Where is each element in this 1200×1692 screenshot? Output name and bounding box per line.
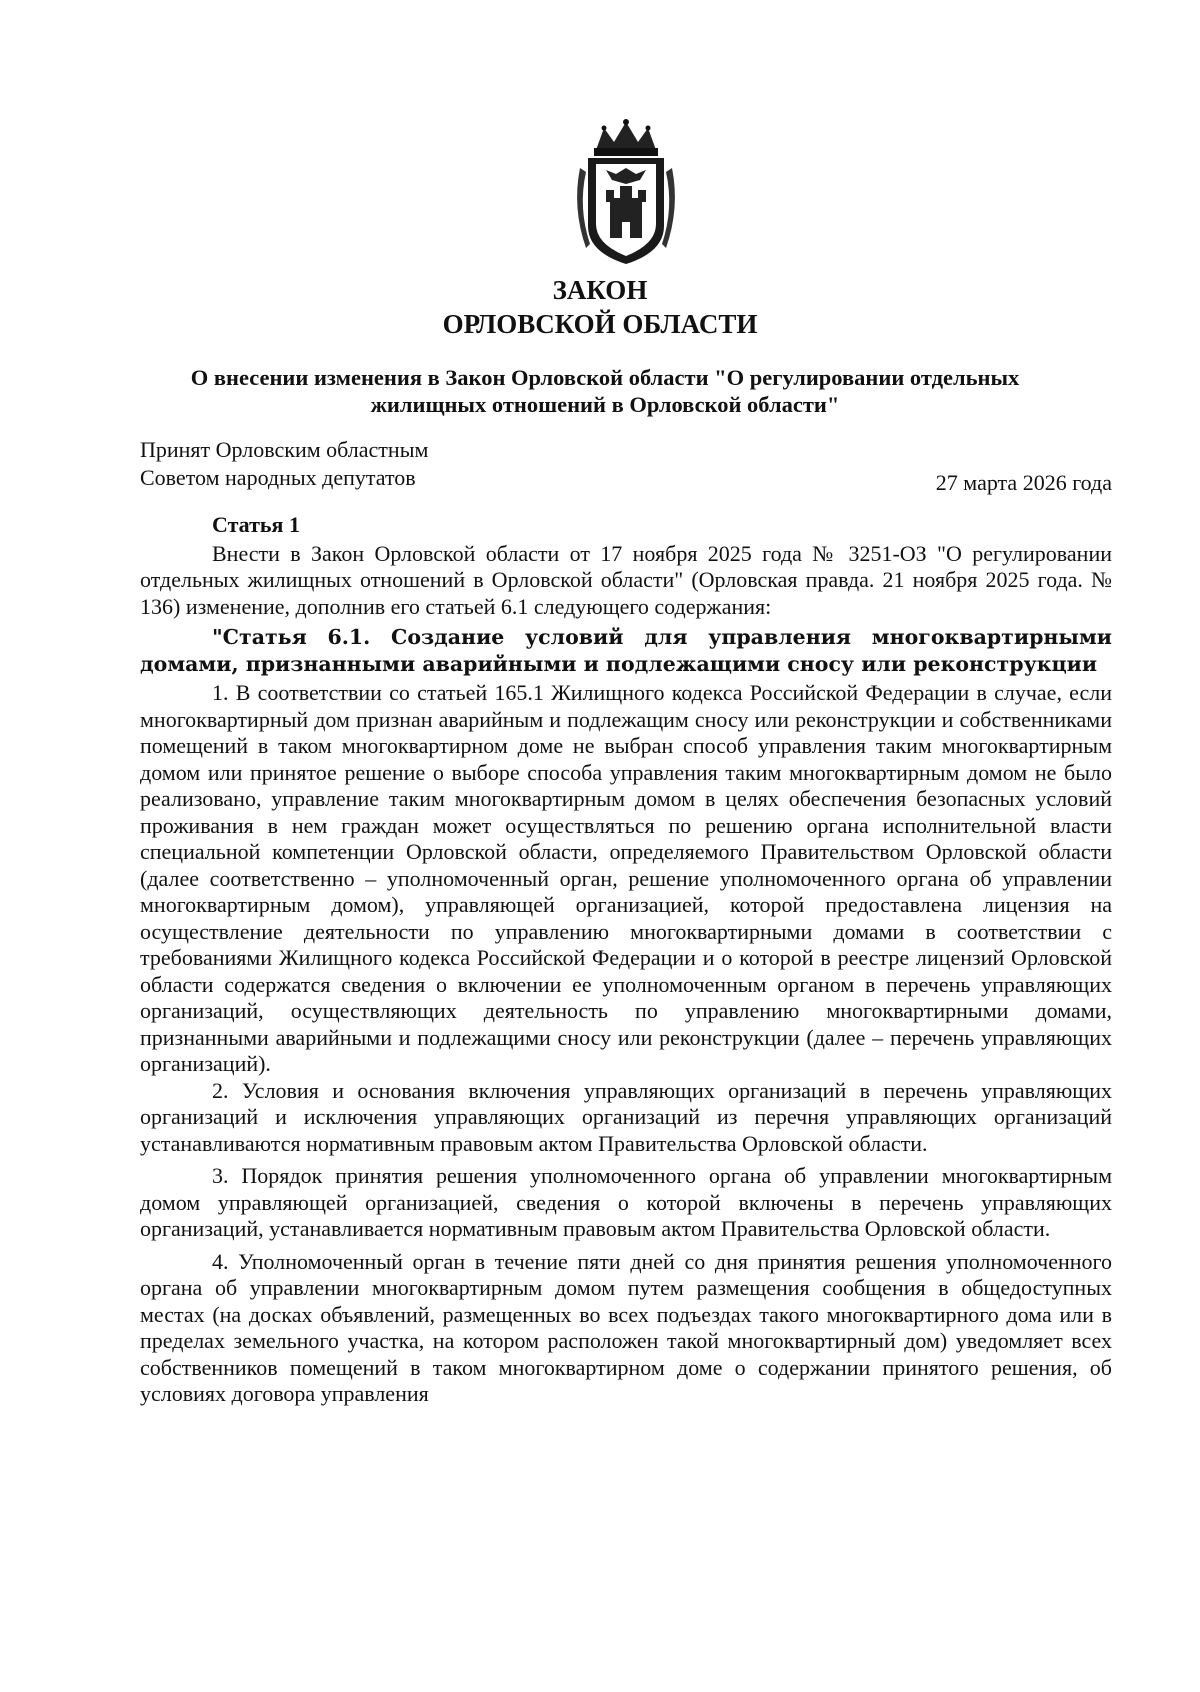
document-title-line1: ЗАКОН bbox=[552, 275, 648, 305]
new-article-heading: "Статья 6.1. Создание условий для управления многоквартирными домами, признанными аварийными и подлежащими сносу или реконструкции bbox=[140, 625, 1112, 676]
law-subtitle: О внесении изменения в Закон Орловской области "О регулировании отдельных жилищных отношений в Орловской области" bbox=[190, 365, 1020, 417]
adoption-line2: Советом народных депутатов bbox=[140, 465, 416, 490]
paragraph-4: 4. Уполномоченный орган в течение пяти дней со дня принятия решения уполномоченного органа об управлении многоквартирным домом путем размещения сообщения в общедоступных местах (на досках объявлений, размещенных во всех подъездах такого многоквартирного дома или в пределах земельного участка, на котором расположен такой многоквартирный дом) уведомляет всех собственников помещений в таком многоквартирном доме о содержании принятого решения, об условиях договора управления bbox=[140, 1248, 1112, 1406]
coat-of-arms-icon bbox=[566, 118, 686, 268]
article-heading: Статья 1 bbox=[212, 512, 300, 537]
paragraph-1: 1. В соответствии со статьей 165.1 Жилищного кодекса Российской Федерации в случае, если многоквартирный дом признан аварийным и подлежащим сносу или реконструкции и собственниками помещений в таком многоквартирном доме не выбран способ управления таким многоквартирным домом или принятое решение о выборе способа управления таким многоквартирным домом не было реализовано, управление таким многоквартирным домом в целях обеспечения безопасных условий проживания в нем граждан может осуществляться по решению органа исполнительной власти специальной компетенции Орловской области, определяемого Правительством Орловской области (далее соответственно – уполномоченный орган, решение уполномоченного органа об управлении многоквартирным домом), управляющей организацией, которой предоставлена лицензия на осуществление деятельности по управлению многоквартирными домами в соответствии с требованиями Жилищного кодекса Российской Федерации и о которой в реестре лицензий Орловской области содержатся сведения о включении ее уполномоченным органом в перечень управляющих организаций, осуществляющих деятельность по управлению многоквартирными домами, признанными аварийными и подлежащими сносу или реконструкции (далее – перечень управляющих организаций). bbox=[140, 680, 1112, 1076]
adoption-date: 27 марта 2026 года bbox=[935, 470, 1112, 495]
paragraph-3: 3. Порядок принятия решения уполномоченного органа об управлении многоквартирным домом управляющей организацией, сведения о которой включены в перечень управляющих организаций, устанавливается нормативным правовым актом Правительства Орловской области. bbox=[140, 1163, 1112, 1241]
document-title-line2: ОРЛОВСКОЙ ОБЛАСТИ bbox=[442, 309, 758, 339]
adoption-block bbox=[140, 436, 428, 492]
article-body bbox=[140, 512, 1112, 1408]
paragraph-2: 2. Условия и основания включения управляющих организаций в перечень управляющих организаций и исключения управляющих организаций из перечня управляющих организаций устанавливаются нормативным правовым актом Правительства Орловской области. bbox=[140, 1077, 1112, 1156]
adoption-line1: Принят Орловским областным bbox=[140, 437, 429, 462]
article-intro: Внести в Закон Орловской области от 17 ноября 2025 года № 3251-ОЗ "О регулировании отдельных жилищных отношений в Орловской области" (Орловская правда. 21 ноября 2025 года. № 136) изменение, дополнив его статьей 6.1 следующего содержания: bbox=[140, 540, 1112, 619]
